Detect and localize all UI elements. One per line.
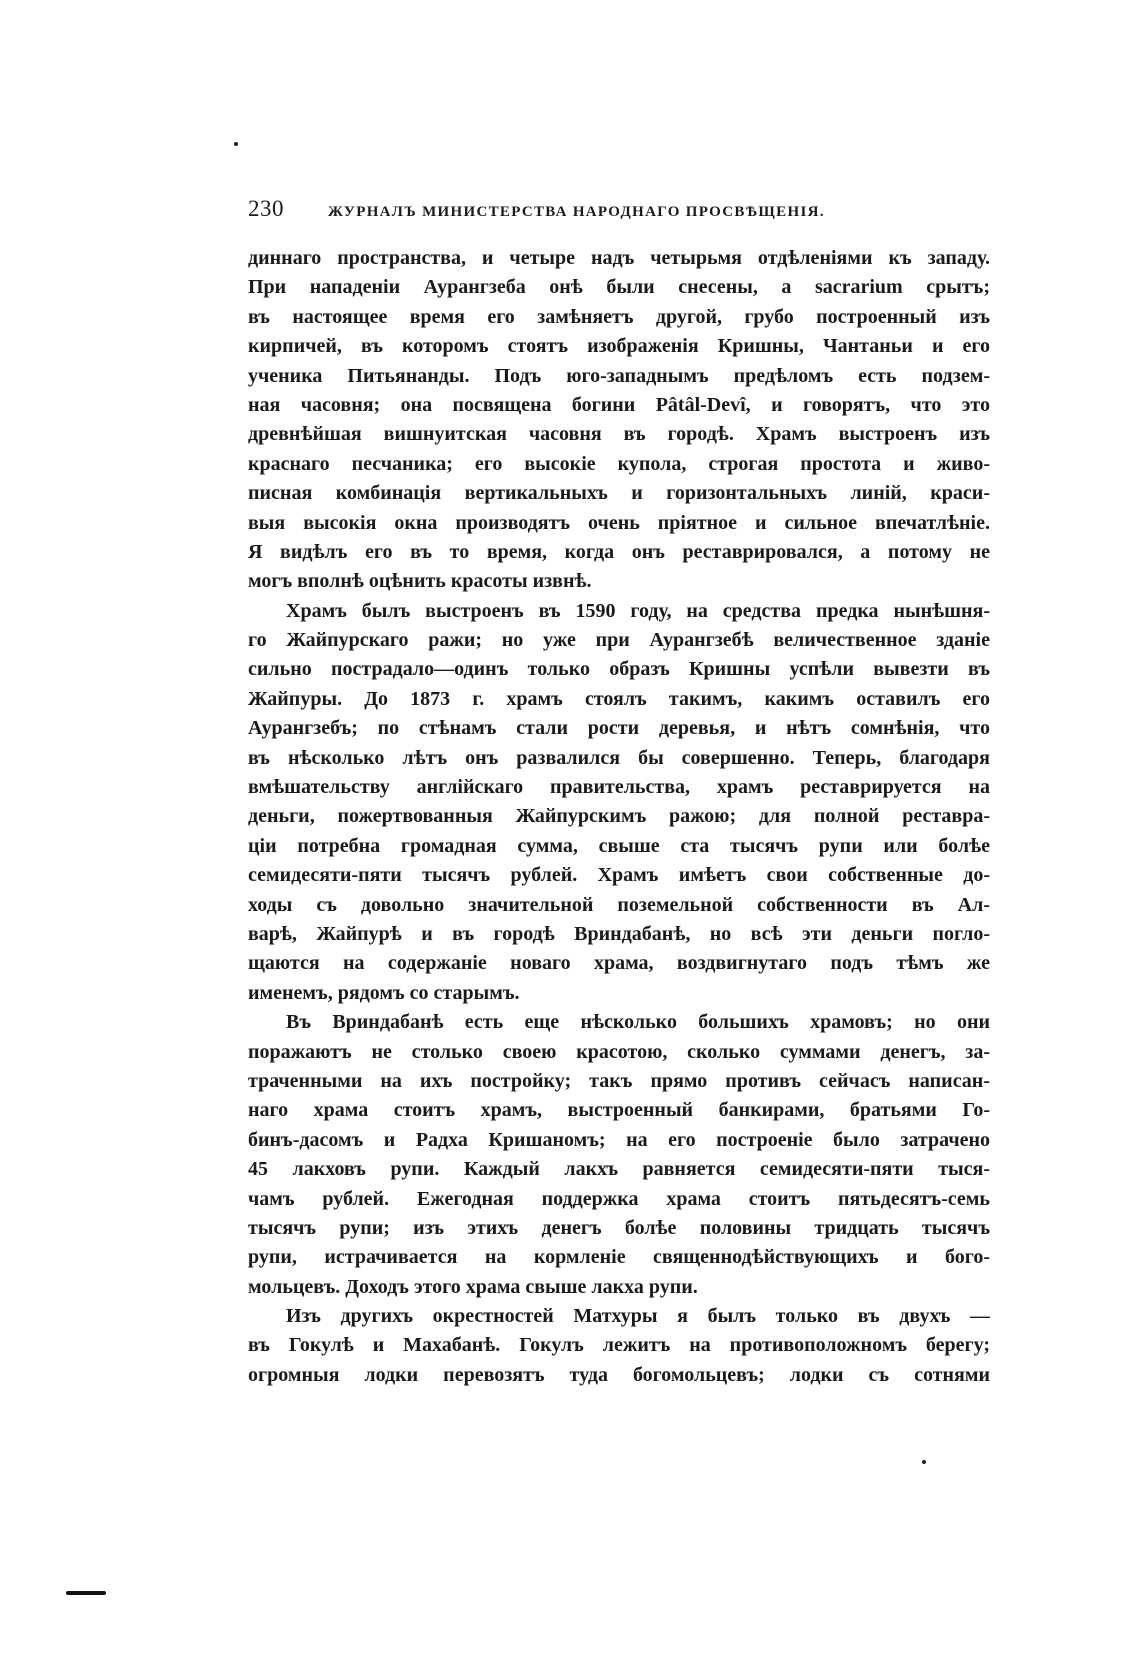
text-line: Храмъ былъ выстроенъ въ 1590 году, на средства предка нынѣшня- [286, 599, 990, 622]
text-line: въ Гокулѣ и Махабанѣ. Гокулъ лежитъ на противоположномъ берегу; [248, 1334, 990, 1357]
running-title: ЖУРНАЛЪ МИНИСТЕРСТВА НАРОДНАГО ПРОСВѢЩЕНІЯ. [328, 204, 825, 220]
text-line: щаются на содержаніе новаго храма, воздвигнутаго подъ тѣмъ же [248, 952, 990, 975]
text-line: поражаютъ не столько своею красотою, сколько суммами денегъ, за- [248, 1040, 990, 1063]
text-line: траченными на ихъ постройку; такъ прямо противъ сейчасъ написан- [248, 1069, 990, 1092]
paragraph [248, 1302, 990, 1390]
text-line: ціи потребна громадная сумма, свыше ста тысячъ рупи или болѣе [248, 834, 990, 857]
text-line: чамъ рублей. Ежегодная поддержка храма стоитъ пятьдесятъ-семь [248, 1187, 990, 1210]
text-line: Въ Вриндабанѣ есть еще нѣсколько большихъ храмовъ; но они [286, 1011, 990, 1034]
text-line: ная часовня; она посвящена богини Pâtâl-Devî, и говорятъ, что это [248, 393, 990, 416]
paragraph [248, 1008, 990, 1302]
ink-speck [234, 142, 238, 146]
text-line: варѣ, Жайпурѣ и въ городѣ Вриндабанѣ, но всѣ эти деньги погло- [248, 922, 990, 945]
page-header [248, 196, 888, 226]
text-line: тысячъ рупи; изъ этихъ денегъ болѣе половины тридцать тысячъ [248, 1216, 990, 1239]
text-line: семидесяти-пяти тысячъ рублей. Храмъ имѣетъ свои собственные до- [248, 864, 990, 887]
text-line: При нападеніи Аурангзеба онѣ были снесены, а sacrarium срытъ; [248, 276, 990, 299]
text-line: древнѣйшая вишнуитская часовня въ городѣ. Храмъ выстроенъ изъ [248, 423, 990, 446]
text-line: бинъ-дасомъ и Радха Кришаномъ; на его построеніе было затрачено [248, 1128, 990, 1151]
text-line: краснаго песчаника; его высокіе купола, строгая простота и живо- [248, 452, 990, 475]
text-line: Жайпуры. До 1873 г. храмъ стоялъ такимъ, какимъ оставилъ его [248, 687, 990, 710]
text-line: ходы съ довольно значительной поземельной собственности въ Ал- [248, 893, 990, 916]
text-line: огромныя лодки перевозятъ туда богомольцевъ; лодки съ сотнями [248, 1363, 990, 1386]
text-line: въ нѣсколько лѣтъ онъ развалился бы совершенно. Теперь, благодаря [248, 746, 990, 769]
text-line: именемъ, рядомъ со старымъ. [248, 981, 520, 1004]
text-line: диннаго пространства, и четыре надъ четырьмя отдѣленіями къ западу. [248, 247, 990, 269]
text-line: Изъ другихъ окрестностей Матхуры я былъ только въ двухъ — [286, 1305, 990, 1328]
text-line: кирпичей, въ которомъ стоятъ изображенія Кришны, Чантаньи и его [248, 335, 990, 358]
ink-speck [922, 1460, 926, 1464]
text-line: вмѣшательству англійскаго правительства, храмъ реставрируется на [248, 776, 990, 799]
paragraph [248, 244, 990, 597]
text-line: въ настоящее время его замѣняетъ другой, грубо построенный изъ [248, 305, 990, 328]
text-line: выя высокія окна производятъ очень пріятное и сильное впечатлѣніе. [248, 511, 990, 534]
text-line: наго храма стоитъ храмъ, выстроенный банкирами, братьями Го- [248, 1099, 990, 1122]
text-line: могъ вполнѣ оцѣнить красоты извнѣ. [248, 570, 592, 593]
text-line: Аурангзебъ; по стѣнамъ стали рости деревья, и нѣтъ сомнѣнія, что [248, 717, 990, 740]
text-line: 45 лакховъ рупи. Каждый лакхъ равняется семидесяти-пяти тыся- [248, 1158, 990, 1181]
margin-mark [66, 1591, 106, 1595]
text-line: мольцевъ. Доходъ этого храма свыше лакха рупи. [248, 1275, 698, 1298]
text-line: го Жайпурскаго ражи; но уже при Аурангзебѣ величественное зданіе [248, 629, 990, 652]
text-line: ученика Питьянанды. Подъ юго-западнымъ предѣломъ есть подзем- [248, 364, 990, 387]
text-line: рупи, истрачивается на кормленіе священнодѣйствующихъ и бого- [248, 1246, 990, 1269]
page-number: 230 [248, 196, 284, 221]
text-line: деньги, пожертвованныя Жайпурскимъ ражою; для полной реставра- [248, 805, 990, 828]
text-line: писная комбинація вертикальныхъ и горизонтальныхъ линій, краси- [248, 482, 990, 505]
text-line: Я видѣлъ его въ то время, когда онъ реставрировался, а потому не [248, 540, 990, 563]
body-text [248, 244, 990, 1390]
text-line: сильно пострадало—одинъ только образъ Кришны успѣли вывезти въ [248, 658, 990, 681]
paragraph [248, 597, 990, 1008]
